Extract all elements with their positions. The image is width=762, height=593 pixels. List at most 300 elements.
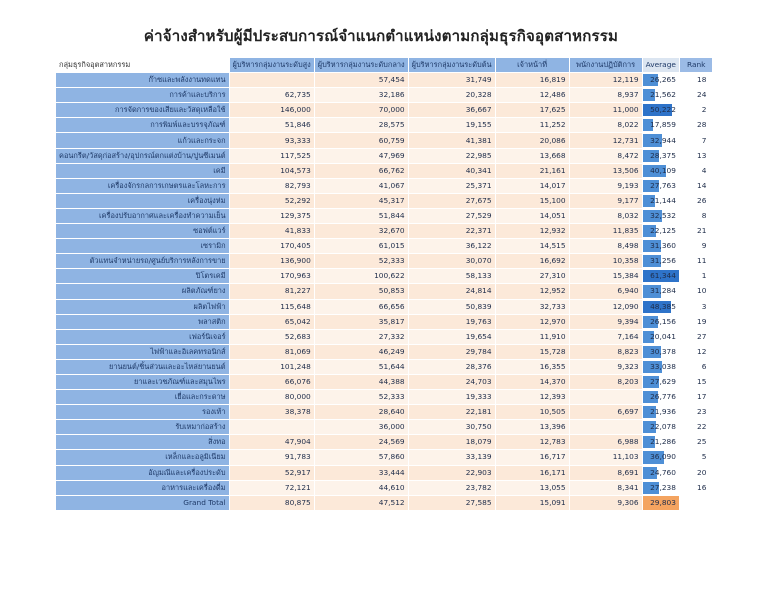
row-label: เครื่องจักรกลการเกษตรและโลหะการ xyxy=(56,178,229,193)
average-value: 30,378 xyxy=(650,346,676,356)
row-label: อัญมณีและเครื่องประดับ xyxy=(56,465,229,480)
table-row xyxy=(56,254,712,269)
average-cell xyxy=(642,148,679,163)
average-cell xyxy=(642,465,679,480)
row-label: การจัดการของเสียและวัสดุเหลือใช้ xyxy=(56,103,229,118)
table-cell: 8,498 xyxy=(569,239,642,254)
average-value: 17,859 xyxy=(650,120,676,130)
row-label: สิ่งทอ xyxy=(56,435,229,450)
table-cell: 62,735 xyxy=(229,88,314,103)
rank-cell: 26 xyxy=(679,193,712,208)
table-cell: 46,249 xyxy=(314,344,408,359)
table-cell: 8,032 xyxy=(569,208,642,223)
table-cell: 81,069 xyxy=(229,344,314,359)
table-row xyxy=(56,314,712,329)
table-cell: 12,119 xyxy=(569,73,642,88)
average-value: 22,078 xyxy=(650,422,676,432)
average-cell xyxy=(642,450,679,465)
table-cell: 8,341 xyxy=(569,480,642,495)
average-value: 36,090 xyxy=(650,452,676,462)
table-cell: 7,164 xyxy=(569,329,642,344)
average-cell xyxy=(642,224,679,239)
table-cell: 8,691 xyxy=(569,465,642,480)
average-cell xyxy=(642,344,679,359)
table-row xyxy=(56,73,712,88)
table-cell: 28,376 xyxy=(408,359,495,374)
table-cell: 13,396 xyxy=(495,420,569,435)
average-value: 27,238 xyxy=(650,482,676,492)
table-cell: 12,783 xyxy=(495,435,569,450)
rank-cell: 9 xyxy=(679,239,712,254)
table-cell: 19,155 xyxy=(408,118,495,133)
rank-cell: 5 xyxy=(679,450,712,465)
table-cell: 51,844 xyxy=(314,208,408,223)
table-cell: 8,472 xyxy=(569,148,642,163)
table-cell: 20,328 xyxy=(408,88,495,103)
table-cell: 11,835 xyxy=(569,224,642,239)
row-label: ไฟฟ้าและอิเลคทรอนิกส์ xyxy=(56,344,229,359)
rank-cell: 15 xyxy=(679,374,712,389)
rank-cell: 28 xyxy=(679,118,712,133)
row-label: ซอฟต์แวร์ xyxy=(56,224,229,239)
average-cell xyxy=(642,103,679,118)
table-cell: 35,817 xyxy=(314,314,408,329)
table-cell: 19,654 xyxy=(408,329,495,344)
table-cell: 52,333 xyxy=(314,390,408,405)
table-cell: 12,731 xyxy=(569,133,642,148)
table-cell: 40,341 xyxy=(408,163,495,178)
table-cell: 22,181 xyxy=(408,405,495,420)
table-cell: 170,405 xyxy=(229,239,314,254)
column-header: ผู้บริหารกลุ่มงานระดับสูง xyxy=(229,58,314,73)
table-row xyxy=(56,435,712,450)
table-cell: 91,783 xyxy=(229,450,314,465)
column-header: ผู้บริหารกลุ่มงานระดับต้น xyxy=(408,58,495,73)
average-value: 40,109 xyxy=(650,165,676,175)
table-row xyxy=(56,465,712,480)
row-label: เครื่องนุ่งห่ม xyxy=(56,193,229,208)
average-value: 26,156 xyxy=(650,316,676,326)
table-cell: 44,388 xyxy=(314,374,408,389)
table-cell: 44,610 xyxy=(314,480,408,495)
rank-cell: 18 xyxy=(679,73,712,88)
table-row xyxy=(56,299,712,314)
table-row xyxy=(56,420,712,435)
table-cell: 57,454 xyxy=(314,73,408,88)
page-title: ค่าจ้างสำหรับผู้มีประสบการณ์จำแนกตำแหน่งตามกลุ่มธุรกิจอุตสาหกรรม xyxy=(143,27,619,45)
average-value: 27,629 xyxy=(650,377,676,387)
average-cell xyxy=(642,495,679,510)
rank-cell: 11 xyxy=(679,254,712,269)
table-cell: 36,122 xyxy=(408,239,495,254)
table-cell: 52,292 xyxy=(229,193,314,208)
average-value: 48,385 xyxy=(650,301,676,311)
column-header: Average xyxy=(642,58,679,73)
average-value: 31,360 xyxy=(650,241,676,251)
rank-cell: 19 xyxy=(679,314,712,329)
row-label: ก๊าซและพลังงานทดแทน xyxy=(56,73,229,88)
table-cell: 104,573 xyxy=(229,163,314,178)
table-row xyxy=(56,405,712,420)
table-cell: 115,648 xyxy=(229,299,314,314)
table-cell: 24,703 xyxy=(408,374,495,389)
average-value: 61,344 xyxy=(650,271,676,281)
row-label: การพิมพ์และบรรจุภัณฑ์ xyxy=(56,118,229,133)
table-row xyxy=(56,118,712,133)
table-row xyxy=(56,239,712,254)
column-header: Rank xyxy=(679,58,712,73)
table-cell xyxy=(569,420,642,435)
header-row xyxy=(56,58,712,73)
table-cell: 12,970 xyxy=(495,314,569,329)
table-cell: 9,323 xyxy=(569,359,642,374)
rank-cell: 20 xyxy=(679,465,712,480)
table-row xyxy=(56,88,712,103)
average-value: 20,041 xyxy=(650,331,676,341)
table-cell: 16,717 xyxy=(495,450,569,465)
table-cell: 52,333 xyxy=(314,254,408,269)
rank-cell: 7 xyxy=(679,133,712,148)
table-cell: 10,505 xyxy=(495,405,569,420)
row-label: ยานยนต์/ชิ้นส่วนและอะไหล่ยานยนต์ xyxy=(56,359,229,374)
row-label: การค้าและบริการ xyxy=(56,88,229,103)
table-cell: 14,370 xyxy=(495,374,569,389)
rank-cell: 4 xyxy=(679,163,712,178)
average-value: 21,286 xyxy=(650,437,676,447)
table-cell: 22,985 xyxy=(408,148,495,163)
rank-cell: 6 xyxy=(679,359,712,374)
table-row xyxy=(56,178,712,193)
table-cell: 8,203 xyxy=(569,374,642,389)
table-cell: 58,133 xyxy=(408,269,495,284)
table-cell: 41,381 xyxy=(408,133,495,148)
average-value: 31,284 xyxy=(650,286,676,296)
row-label: ยาและเวชภัณฑ์และสมุนไพร xyxy=(56,374,229,389)
average-value: 21,936 xyxy=(650,407,676,417)
table-row xyxy=(56,374,712,389)
table-row xyxy=(56,480,712,495)
table-cell xyxy=(569,390,642,405)
table-cell: 146,000 xyxy=(229,103,314,118)
table-cell: 129,375 xyxy=(229,208,314,223)
table-cell: 27,675 xyxy=(408,193,495,208)
table-cell: 6,940 xyxy=(569,284,642,299)
table-cell: 81,227 xyxy=(229,284,314,299)
table-cell: 51,644 xyxy=(314,359,408,374)
table-cell: 19,763 xyxy=(408,314,495,329)
table-cell: 60,759 xyxy=(314,133,408,148)
average-cell xyxy=(642,374,679,389)
table-cell: 31,749 xyxy=(408,73,495,88)
table-cell: 45,317 xyxy=(314,193,408,208)
table-cell: 22,903 xyxy=(408,465,495,480)
table-cell: 72,121 xyxy=(229,480,314,495)
table-cell xyxy=(229,73,314,88)
table-cell: 16,692 xyxy=(495,254,569,269)
table-cell: 36,667 xyxy=(408,103,495,118)
table-row xyxy=(56,103,712,118)
row-label: ผลิตภัณฑ์ยาง xyxy=(56,284,229,299)
table-row xyxy=(56,284,712,299)
table-cell: 65,042 xyxy=(229,314,314,329)
rank-cell: 1 xyxy=(679,269,712,284)
average-value: 33,038 xyxy=(650,361,676,371)
table-cell: 12,393 xyxy=(495,390,569,405)
rank-cell: 10 xyxy=(679,284,712,299)
table-cell: 14,515 xyxy=(495,239,569,254)
rank-cell: 12 xyxy=(679,344,712,359)
table-row xyxy=(56,329,712,344)
table-cell: 41,833 xyxy=(229,224,314,239)
table-cell: 70,000 xyxy=(314,103,408,118)
average-cell xyxy=(642,239,679,254)
table-cell: 36,000 xyxy=(314,420,408,435)
average-cell xyxy=(642,329,679,344)
table-cell: 47,904 xyxy=(229,435,314,450)
average-cell xyxy=(642,208,679,223)
table-cell: 24,569 xyxy=(314,435,408,450)
average-value: 31,256 xyxy=(650,256,676,266)
average-cell xyxy=(642,314,679,329)
row-label: พลาสติก xyxy=(56,314,229,329)
table-cell: 93,333 xyxy=(229,133,314,148)
table-cell: 47,512 xyxy=(314,495,408,510)
table-row xyxy=(56,269,712,284)
table-row xyxy=(56,163,712,178)
table-row xyxy=(56,208,712,223)
average-cell xyxy=(642,193,679,208)
average-cell xyxy=(642,178,679,193)
average-cell xyxy=(642,390,679,405)
column-header: เจ้าหน้าที่ xyxy=(495,58,569,73)
average-cell xyxy=(642,163,679,178)
table-cell: 27,529 xyxy=(408,208,495,223)
table-cell: 19,333 xyxy=(408,390,495,405)
table-cell: 18,079 xyxy=(408,435,495,450)
row-label: อาหารและเครื่องดื่ม xyxy=(56,480,229,495)
table-cell: 15,100 xyxy=(495,193,569,208)
row-label: เฟอร์นิเจอร์ xyxy=(56,329,229,344)
row-label: ปิโตรเคมี xyxy=(56,269,229,284)
table-cell: 66,656 xyxy=(314,299,408,314)
table-cell: 11,000 xyxy=(569,103,642,118)
rank-cell: 22 xyxy=(679,420,712,435)
table-cell: 101,248 xyxy=(229,359,314,374)
table-cell: 80,875 xyxy=(229,495,314,510)
table-cell: 32,670 xyxy=(314,224,408,239)
average-value: 21,144 xyxy=(650,195,676,205)
table-cell: 82,793 xyxy=(229,178,314,193)
table-row xyxy=(56,344,712,359)
column-header: ผู้บริหารกลุ่มงานระดับกลาง xyxy=(314,58,408,73)
table-cell: 38,378 xyxy=(229,405,314,420)
table-cell: 11,252 xyxy=(495,118,569,133)
table-cell: 14,017 xyxy=(495,178,569,193)
table-cell: 21,161 xyxy=(495,163,569,178)
average-value: 22,125 xyxy=(650,226,676,236)
row-label: เครื่องปรับอากาศและเครื่องทำความเย็น xyxy=(56,208,229,223)
table-body xyxy=(56,73,712,510)
table-cell: 15,384 xyxy=(569,269,642,284)
table-cell: 27,332 xyxy=(314,329,408,344)
table-cell: 15,091 xyxy=(495,495,569,510)
average-value: 27,763 xyxy=(650,180,676,190)
table-cell: 23,782 xyxy=(408,480,495,495)
table-cell: 30,070 xyxy=(408,254,495,269)
table-cell: 12,486 xyxy=(495,88,569,103)
rank-cell: 17 xyxy=(679,390,712,405)
row-label: คอนกรีต/วัสดุก่อสร้าง/อุปกรณ์ตกแต่งบ้าน/ปูนซีเมนต์ xyxy=(56,148,229,163)
table-cell: 52,917 xyxy=(229,465,314,480)
row-label: เคมี xyxy=(56,163,229,178)
average-value: 32,532 xyxy=(650,210,676,220)
rank-cell xyxy=(679,495,712,510)
row-label: รับเหมาก่อสร้าง xyxy=(56,420,229,435)
table-row xyxy=(56,133,712,148)
table-row xyxy=(56,224,712,239)
average-cell xyxy=(642,133,679,148)
table-cell: 17,625 xyxy=(495,103,569,118)
table-cell: 66,076 xyxy=(229,374,314,389)
average-cell xyxy=(642,405,679,420)
wage-table xyxy=(56,58,712,510)
table-cell: 80,000 xyxy=(229,390,314,405)
table-cell: 61,015 xyxy=(314,239,408,254)
table-row xyxy=(56,450,712,465)
table-cell: 170,963 xyxy=(229,269,314,284)
table-cell: 50,853 xyxy=(314,284,408,299)
average-value: 21,562 xyxy=(650,90,676,100)
table-cell: 32,186 xyxy=(314,88,408,103)
row-label: รองเท้า xyxy=(56,405,229,420)
table-cell: 117,525 xyxy=(229,148,314,163)
table-cell: 12,952 xyxy=(495,284,569,299)
table-cell: 41,067 xyxy=(314,178,408,193)
table-cell: 66,762 xyxy=(314,163,408,178)
table-cell: 100,622 xyxy=(314,269,408,284)
column-header: พนักงานปฏิบัติการ xyxy=(569,58,642,73)
row-label: เหล็กและอลูมิเนียม xyxy=(56,450,229,465)
table-cell: 52,683 xyxy=(229,329,314,344)
average-cell xyxy=(642,435,679,450)
table-cell: 22,371 xyxy=(408,224,495,239)
table-cell: 11,103 xyxy=(569,450,642,465)
average-cell xyxy=(642,299,679,314)
table-cell: 51,846 xyxy=(229,118,314,133)
average-value: 32,944 xyxy=(650,135,676,145)
rank-cell: 2 xyxy=(679,103,712,118)
average-cell xyxy=(642,254,679,269)
table-row xyxy=(56,359,712,374)
table-cell: 14,051 xyxy=(495,208,569,223)
table-cell: 50,839 xyxy=(408,299,495,314)
table-cell xyxy=(229,420,314,435)
table-cell: 13,506 xyxy=(569,163,642,178)
table-cell: 6,988 xyxy=(569,435,642,450)
table-cell: 8,937 xyxy=(569,88,642,103)
table-cell: 33,444 xyxy=(314,465,408,480)
row-label: เซรามิก xyxy=(56,239,229,254)
rank-cell: 21 xyxy=(679,224,712,239)
average-cell xyxy=(642,88,679,103)
average-value: 26,265 xyxy=(650,75,676,85)
table-cell: 12,090 xyxy=(569,299,642,314)
table-cell: 12,932 xyxy=(495,224,569,239)
table-cell: 9,177 xyxy=(569,193,642,208)
average-cell xyxy=(642,269,679,284)
average-value: 29,803 xyxy=(650,497,676,507)
average-value: 50,222 xyxy=(650,105,676,115)
average-value: 24,760 xyxy=(650,467,676,477)
table-cell: 13,055 xyxy=(495,480,569,495)
rank-cell: 16 xyxy=(679,480,712,495)
table-cell: 24,814 xyxy=(408,284,495,299)
table-cell: 57,860 xyxy=(314,450,408,465)
rank-cell: 25 xyxy=(679,435,712,450)
grand-total-row xyxy=(56,495,712,510)
rank-cell: 13 xyxy=(679,148,712,163)
row-label: ตัวแทนจำหน่ายรถ/ศูนย์บริการหลังการขาย xyxy=(56,254,229,269)
table-cell: 27,310 xyxy=(495,269,569,284)
table-cell: 11,910 xyxy=(495,329,569,344)
table-cell: 16,355 xyxy=(495,359,569,374)
table-cell: 29,784 xyxy=(408,344,495,359)
table-cell: 25,371 xyxy=(408,178,495,193)
average-cell xyxy=(642,420,679,435)
rank-cell: 8 xyxy=(679,208,712,223)
average-value: 28,375 xyxy=(650,150,676,160)
rank-cell: 27 xyxy=(679,329,712,344)
average-cell xyxy=(642,118,679,133)
table-cell: 47,969 xyxy=(314,148,408,163)
table-cell: 15,728 xyxy=(495,344,569,359)
row-label: แก้วและกระจก xyxy=(56,133,229,148)
table-row xyxy=(56,193,712,208)
table-cell: 13,668 xyxy=(495,148,569,163)
table-cell: 30,750 xyxy=(408,420,495,435)
table-cell: 32,733 xyxy=(495,299,569,314)
column-header: กลุ่มธุรกิจอุตสาหกรรม xyxy=(56,58,229,73)
table-cell: 33,139 xyxy=(408,450,495,465)
table-cell: 8,823 xyxy=(569,344,642,359)
table-cell: 6,697 xyxy=(569,405,642,420)
table-cell: 28,575 xyxy=(314,118,408,133)
table-cell: 16,171 xyxy=(495,465,569,480)
table-cell: 10,358 xyxy=(569,254,642,269)
average-cell xyxy=(642,480,679,495)
row-label: เยื่อและกระดาษ xyxy=(56,390,229,405)
rank-cell: 14 xyxy=(679,178,712,193)
table-cell: 136,900 xyxy=(229,254,314,269)
rank-cell: 24 xyxy=(679,88,712,103)
table-cell: 9,193 xyxy=(569,178,642,193)
table-cell: 28,640 xyxy=(314,405,408,420)
table-cell: 27,585 xyxy=(408,495,495,510)
table-cell: 8,022 xyxy=(569,118,642,133)
table-cell: 9,306 xyxy=(569,495,642,510)
table-cell: 20,086 xyxy=(495,133,569,148)
table-row xyxy=(56,148,712,163)
row-label: Grand Total xyxy=(56,495,229,510)
table-row xyxy=(56,390,712,405)
average-cell xyxy=(642,359,679,374)
rank-cell: 23 xyxy=(679,405,712,420)
row-label: ผลิตไฟฟ้า xyxy=(56,299,229,314)
table-cell: 9,394 xyxy=(569,314,642,329)
average-value: 26,776 xyxy=(650,392,676,402)
table-cell: 16,819 xyxy=(495,73,569,88)
average-cell xyxy=(642,284,679,299)
